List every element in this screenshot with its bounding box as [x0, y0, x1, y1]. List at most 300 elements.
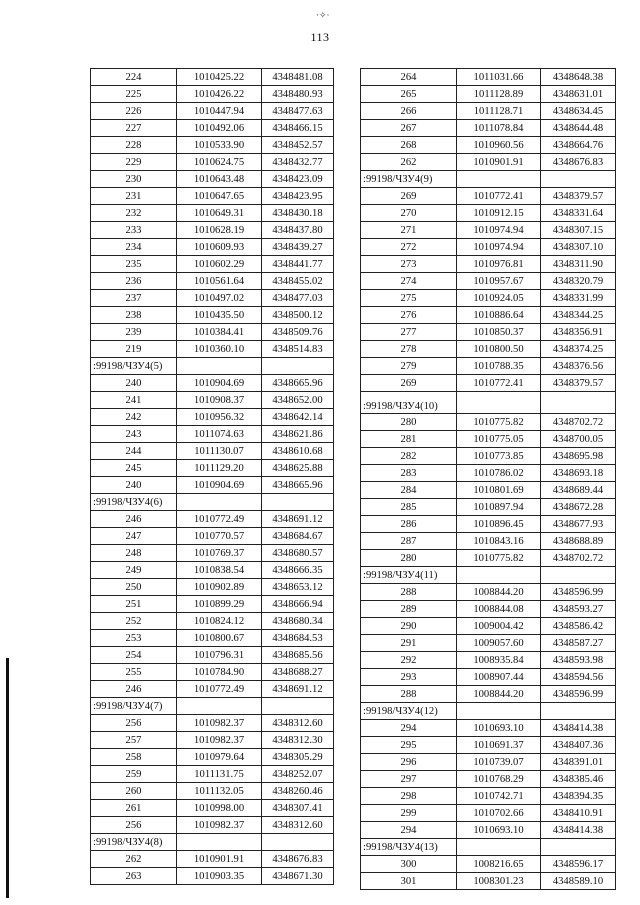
x-coordinate-cell: 1011131.75	[177, 766, 262, 783]
x-coordinate-cell: 1010775.82	[457, 550, 541, 567]
x-coordinate-cell: 1010974.94	[457, 239, 541, 256]
x-coordinate-cell: 1009004.42	[457, 618, 541, 635]
point-number-cell: 283	[361, 465, 457, 482]
table-row	[361, 120, 616, 137]
x-coordinate-cell: 1010982.37	[177, 715, 262, 732]
point-number-cell: 299	[361, 805, 457, 822]
x-coordinate-cell: 1010956.32	[177, 409, 262, 426]
x-coordinate-cell: 1010788.35	[457, 358, 541, 375]
y-coordinate-cell: 4348693.18	[541, 465, 616, 482]
point-number-cell: 269	[361, 375, 457, 392]
page-number: 113	[310, 30, 330, 44]
x-coordinate-cell: 1010702.66	[457, 805, 541, 822]
y-coordinate-cell: 4348596.99	[541, 584, 616, 601]
section-empty-cell	[541, 567, 616, 584]
x-coordinate-cell: 1010886.64	[457, 307, 541, 324]
point-number-cell: 238	[91, 307, 177, 324]
table-row	[91, 69, 334, 86]
y-coordinate-cell: 4348589.10	[541, 873, 616, 890]
x-coordinate-cell: 1008907.44	[457, 669, 541, 686]
point-number-cell: 275	[361, 290, 457, 307]
table-row	[91, 375, 334, 392]
section-row	[91, 358, 334, 375]
y-coordinate-cell: 4348452.57	[262, 137, 334, 154]
table-row	[91, 392, 334, 409]
y-coordinate-cell: 4348432.77	[262, 154, 334, 171]
table-row	[361, 358, 616, 375]
table-row	[361, 69, 616, 86]
x-coordinate-cell: 1011078.84	[457, 120, 541, 137]
y-coordinate-cell: 4348437.80	[262, 222, 334, 239]
point-number-cell: 239	[91, 324, 177, 341]
y-coordinate-cell: 4348702.72	[541, 414, 616, 431]
point-number-cell: 260	[91, 783, 177, 800]
x-coordinate-cell: 1011130.07	[177, 443, 262, 460]
table-row	[361, 256, 616, 273]
y-coordinate-cell: 4348594.56	[541, 669, 616, 686]
table-row	[361, 273, 616, 290]
table-row	[91, 783, 334, 800]
point-number-cell: 278	[361, 341, 457, 358]
margin-bar	[6, 658, 9, 898]
table-row	[91, 205, 334, 222]
x-coordinate-cell: 1010649.31	[177, 205, 262, 222]
y-coordinate-cell: 4348252.07	[262, 766, 334, 783]
section-row	[361, 703, 616, 720]
x-coordinate-cell: 1010609.93	[177, 239, 262, 256]
table-row	[91, 273, 334, 290]
section-empty-cell	[541, 171, 616, 188]
point-number-cell: 240	[91, 375, 177, 392]
x-coordinate-cell: 1008301.23	[457, 873, 541, 890]
y-coordinate-cell: 4348356.91	[541, 324, 616, 341]
point-number-cell: 241	[91, 392, 177, 409]
coordinates-table-left-body	[91, 69, 334, 885]
point-number-cell: 289	[361, 601, 457, 618]
x-coordinate-cell: 1010838.54	[177, 562, 262, 579]
y-coordinate-cell: 4348644.48	[541, 120, 616, 137]
table-row	[361, 137, 616, 154]
y-coordinate-cell: 4348610.68	[262, 443, 334, 460]
y-coordinate-cell: 4348593.27	[541, 601, 616, 618]
x-coordinate-cell: 1010772.49	[177, 511, 262, 528]
point-number-cell: 240	[91, 477, 177, 494]
point-number-cell: 298	[361, 788, 457, 805]
table-row	[361, 584, 616, 601]
point-number-cell: 266	[361, 103, 457, 120]
point-number-cell: 229	[91, 154, 177, 171]
y-coordinate-cell: 4348379.57	[541, 375, 616, 392]
y-coordinate-cell: 4348652.00	[262, 392, 334, 409]
point-number-cell: 274	[361, 273, 457, 290]
point-number-cell: 246	[91, 511, 177, 528]
section-label: :99198/ЧЗУ4(8)	[91, 834, 177, 851]
x-coordinate-cell: 1010426.22	[177, 86, 262, 103]
y-coordinate-cell: 4348379.57	[541, 188, 616, 205]
y-coordinate-cell: 4348596.17	[541, 856, 616, 873]
table-row	[91, 647, 334, 664]
table-row	[361, 652, 616, 669]
x-coordinate-cell: 1010775.82	[457, 414, 541, 431]
table-row	[361, 533, 616, 550]
section-row	[361, 392, 616, 414]
table-row	[91, 460, 334, 477]
point-number-cell: 251	[91, 596, 177, 613]
x-coordinate-cell: 1011128.71	[457, 103, 541, 120]
point-number-cell: 232	[91, 205, 177, 222]
table-row	[91, 715, 334, 732]
table-row	[361, 375, 616, 392]
x-coordinate-cell: 1010801.69	[457, 482, 541, 499]
x-coordinate-cell: 1008935.84	[457, 652, 541, 669]
x-coordinate-cell: 1010912.15	[457, 205, 541, 222]
y-coordinate-cell: 4348702.72	[541, 550, 616, 567]
x-coordinate-cell: 1010435.50	[177, 307, 262, 324]
section-label: :99198/ЧЗУ4(7)	[91, 698, 177, 715]
table-row	[91, 171, 334, 188]
x-coordinate-cell: 1011031.66	[457, 69, 541, 86]
x-coordinate-cell: 1009057.60	[457, 635, 541, 652]
x-coordinate-cell: 1010693.10	[457, 720, 541, 737]
section-empty-cell	[541, 839, 616, 856]
y-coordinate-cell: 4348331.64	[541, 205, 616, 222]
section-label: :99198/ЧЗУ4(12)	[361, 703, 457, 720]
point-number-cell: 288	[361, 686, 457, 703]
table-row	[361, 205, 616, 222]
point-number-cell: 256	[91, 817, 177, 834]
table-row	[91, 120, 334, 137]
y-coordinate-cell: 4348439.27	[262, 239, 334, 256]
x-coordinate-cell: 1008844.20	[457, 686, 541, 703]
point-number-cell: 273	[361, 256, 457, 273]
point-number-cell: 281	[361, 431, 457, 448]
point-number-cell: 287	[361, 533, 457, 550]
y-coordinate-cell: 4348455.02	[262, 273, 334, 290]
x-coordinate-cell: 1010901.91	[177, 851, 262, 868]
table-row	[361, 154, 616, 171]
y-coordinate-cell: 4348665.96	[262, 375, 334, 392]
x-coordinate-cell: 1010561.64	[177, 273, 262, 290]
point-number-cell: 268	[361, 137, 457, 154]
coordinates-table-right-body	[361, 69, 616, 890]
table-row	[361, 86, 616, 103]
point-number-cell: 279	[361, 358, 457, 375]
point-number-cell: 228	[91, 137, 177, 154]
point-number-cell: 234	[91, 239, 177, 256]
table-row	[91, 239, 334, 256]
table-row	[361, 499, 616, 516]
point-number-cell: 295	[361, 737, 457, 754]
x-coordinate-cell: 1010902.89	[177, 579, 262, 596]
x-coordinate-cell: 1011129.20	[177, 460, 262, 477]
section-empty-cell	[262, 494, 334, 511]
point-number-cell: 284	[361, 482, 457, 499]
point-number-cell: 285	[361, 499, 457, 516]
y-coordinate-cell: 4348423.95	[262, 188, 334, 205]
table-row	[361, 448, 616, 465]
table-row	[361, 873, 616, 890]
table-row	[91, 800, 334, 817]
point-number-cell: 249	[91, 562, 177, 579]
point-number-cell: 267	[361, 120, 457, 137]
section-empty-cell	[177, 358, 262, 375]
y-coordinate-cell: 4348509.76	[262, 324, 334, 341]
x-coordinate-cell: 1008216.65	[457, 856, 541, 873]
point-number-cell: 280	[361, 550, 457, 567]
section-row	[361, 567, 616, 584]
point-number-cell: 226	[91, 103, 177, 120]
y-coordinate-cell: 4348680.57	[262, 545, 334, 562]
section-label: :99198/ЧЗУ4(5)	[91, 358, 177, 375]
y-coordinate-cell: 4348500.12	[262, 307, 334, 324]
point-number-cell: 235	[91, 256, 177, 273]
section-label: :99198/ЧЗУ4(6)	[91, 494, 177, 511]
point-number-cell: 286	[361, 516, 457, 533]
x-coordinate-cell: 1010800.67	[177, 630, 262, 647]
point-number-cell: 291	[361, 635, 457, 652]
point-number-cell: 245	[91, 460, 177, 477]
point-number-cell: 297	[361, 771, 457, 788]
point-number-cell: 247	[91, 528, 177, 545]
y-coordinate-cell: 4348407.36	[541, 737, 616, 754]
x-coordinate-cell: 1010901.91	[457, 154, 541, 171]
x-coordinate-cell: 1010425.22	[177, 69, 262, 86]
x-coordinate-cell: 1010533.90	[177, 137, 262, 154]
x-coordinate-cell: 1010768.29	[457, 771, 541, 788]
table-row	[361, 788, 616, 805]
table-row	[91, 443, 334, 460]
x-coordinate-cell: 1010693.10	[457, 822, 541, 839]
x-coordinate-cell: 1010908.37	[177, 392, 262, 409]
point-number-cell: 276	[361, 307, 457, 324]
point-number-cell: 263	[91, 868, 177, 885]
table-row	[91, 511, 334, 528]
table-row	[91, 851, 334, 868]
coordinates-table-right	[360, 68, 616, 890]
y-coordinate-cell: 4348631.01	[541, 86, 616, 103]
x-coordinate-cell: 1010772.41	[457, 375, 541, 392]
table-row	[91, 817, 334, 834]
table-row	[361, 307, 616, 324]
x-coordinate-cell: 1010896.45	[457, 516, 541, 533]
table-row	[91, 766, 334, 783]
point-number-cell: 262	[361, 154, 457, 171]
point-number-cell: 237	[91, 290, 177, 307]
x-coordinate-cell: 1008844.20	[457, 584, 541, 601]
x-coordinate-cell: 1010602.29	[177, 256, 262, 273]
y-coordinate-cell: 4348307.41	[262, 800, 334, 817]
table-row	[361, 635, 616, 652]
section-empty-cell	[541, 703, 616, 720]
point-number-cell: 262	[91, 851, 177, 868]
table-row	[361, 103, 616, 120]
y-coordinate-cell: 4348374.25	[541, 341, 616, 358]
y-coordinate-cell: 4348414.38	[541, 720, 616, 737]
x-coordinate-cell: 1010897.94	[457, 499, 541, 516]
table-row	[91, 732, 334, 749]
x-coordinate-cell: 1010769.37	[177, 545, 262, 562]
section-row	[361, 839, 616, 856]
table-row	[91, 222, 334, 239]
table-row	[361, 222, 616, 239]
y-coordinate-cell: 4348666.94	[262, 596, 334, 613]
x-coordinate-cell: 1010960.56	[457, 137, 541, 154]
x-coordinate-cell: 1010775.05	[457, 431, 541, 448]
table-row	[91, 749, 334, 766]
section-row	[361, 171, 616, 188]
point-number-cell: 253	[91, 630, 177, 647]
y-coordinate-cell: 4348666.35	[262, 562, 334, 579]
section-empty-cell	[457, 703, 541, 720]
point-number-cell: 300	[361, 856, 457, 873]
point-number-cell: 236	[91, 273, 177, 290]
x-coordinate-cell: 1010772.49	[177, 681, 262, 698]
y-coordinate-cell: 4348625.88	[262, 460, 334, 477]
table-row	[91, 596, 334, 613]
x-coordinate-cell: 1010850.37	[457, 324, 541, 341]
y-coordinate-cell: 4348695.98	[541, 448, 616, 465]
point-number-cell: 233	[91, 222, 177, 239]
y-coordinate-cell: 4348514.83	[262, 341, 334, 358]
y-coordinate-cell: 4348441.77	[262, 256, 334, 273]
point-number-cell: 270	[361, 205, 457, 222]
table-row	[361, 516, 616, 533]
x-coordinate-cell: 1010384.41	[177, 324, 262, 341]
x-coordinate-cell: 1010772.41	[457, 188, 541, 205]
x-coordinate-cell: 1010739.07	[457, 754, 541, 771]
table-row	[91, 426, 334, 443]
table-row	[361, 720, 616, 737]
x-coordinate-cell: 1011132.05	[177, 783, 262, 800]
section-empty-cell	[262, 834, 334, 851]
point-number-cell: 256	[91, 715, 177, 732]
point-number-cell: 294	[361, 822, 457, 839]
y-coordinate-cell: 4348430.18	[262, 205, 334, 222]
table-row	[361, 686, 616, 703]
point-number-cell: 246	[91, 681, 177, 698]
x-coordinate-cell: 1010843.16	[457, 533, 541, 550]
y-coordinate-cell: 4348587.27	[541, 635, 616, 652]
y-coordinate-cell: 4348648.38	[541, 69, 616, 86]
y-coordinate-cell: 4348311.90	[541, 256, 616, 273]
x-coordinate-cell: 1010360.10	[177, 341, 262, 358]
y-coordinate-cell: 4348320.79	[541, 273, 616, 290]
x-coordinate-cell: 1011074.63	[177, 426, 262, 443]
table-row	[91, 579, 334, 596]
table-row	[361, 290, 616, 307]
section-empty-cell	[541, 392, 616, 414]
table-row	[91, 545, 334, 562]
y-coordinate-cell: 4348676.83	[541, 154, 616, 171]
x-coordinate-cell: 1010497.02	[177, 290, 262, 307]
point-number-cell: 257	[91, 732, 177, 749]
point-number-cell: 248	[91, 545, 177, 562]
point-number-cell: 230	[91, 171, 177, 188]
y-coordinate-cell: 4348680.34	[262, 613, 334, 630]
section-empty-cell	[457, 839, 541, 856]
point-number-cell: 244	[91, 443, 177, 460]
x-coordinate-cell: 1011128.89	[457, 86, 541, 103]
y-coordinate-cell: 4348385.46	[541, 771, 616, 788]
point-number-cell: 255	[91, 664, 177, 681]
y-coordinate-cell: 4348593.98	[541, 652, 616, 669]
x-coordinate-cell: 1010904.69	[177, 375, 262, 392]
x-coordinate-cell: 1010998.00	[177, 800, 262, 817]
table-row	[91, 613, 334, 630]
table-row	[361, 341, 616, 358]
table-row	[91, 256, 334, 273]
x-coordinate-cell: 1010982.37	[177, 732, 262, 749]
x-coordinate-cell: 1010784.90	[177, 664, 262, 681]
point-number-cell: 282	[361, 448, 457, 465]
point-number-cell: 264	[361, 69, 457, 86]
point-number-cell: 292	[361, 652, 457, 669]
table-row	[361, 188, 616, 205]
y-coordinate-cell: 4348621.86	[262, 426, 334, 443]
table-row	[91, 681, 334, 698]
x-coordinate-cell: 1008844.08	[457, 601, 541, 618]
section-row	[91, 494, 334, 511]
y-coordinate-cell: 4348672.28	[541, 499, 616, 516]
table-row	[91, 103, 334, 120]
point-number-cell: 258	[91, 749, 177, 766]
coordinates-table-left	[90, 68, 334, 885]
section-empty-cell	[262, 358, 334, 375]
y-coordinate-cell: 4348414.38	[541, 822, 616, 839]
y-coordinate-cell: 4348376.56	[541, 358, 616, 375]
x-coordinate-cell: 1010800.50	[457, 341, 541, 358]
y-coordinate-cell: 4348664.76	[541, 137, 616, 154]
point-number-cell: 290	[361, 618, 457, 635]
table-row	[361, 856, 616, 873]
y-coordinate-cell: 4348653.12	[262, 579, 334, 596]
y-coordinate-cell: 4348466.15	[262, 120, 334, 137]
y-coordinate-cell: 4348691.12	[262, 511, 334, 528]
y-coordinate-cell: 4348677.93	[541, 516, 616, 533]
section-empty-cell	[457, 392, 541, 414]
point-number-cell: 293	[361, 669, 457, 686]
y-coordinate-cell: 4348480.93	[262, 86, 334, 103]
table-row	[361, 771, 616, 788]
section-label: :99198/ЧЗУ4(11)	[361, 567, 457, 584]
x-coordinate-cell: 1010796.31	[177, 647, 262, 664]
point-number-cell: 242	[91, 409, 177, 426]
x-coordinate-cell: 1010742.71	[457, 788, 541, 805]
point-number-cell: 301	[361, 873, 457, 890]
table-row	[361, 414, 616, 431]
y-coordinate-cell: 4348307.10	[541, 239, 616, 256]
point-number-cell: 271	[361, 222, 457, 239]
x-coordinate-cell: 1010691.37	[457, 737, 541, 754]
y-coordinate-cell: 4348688.27	[262, 664, 334, 681]
y-coordinate-cell: 4348307.15	[541, 222, 616, 239]
y-coordinate-cell: 4348586.42	[541, 618, 616, 635]
table-row	[91, 868, 334, 885]
x-coordinate-cell: 1010770.57	[177, 528, 262, 545]
table-row	[91, 290, 334, 307]
y-coordinate-cell: 4348260.46	[262, 783, 334, 800]
y-coordinate-cell: 4348634.45	[541, 103, 616, 120]
section-empty-cell	[457, 567, 541, 584]
point-number-cell: 252	[91, 613, 177, 630]
y-coordinate-cell: 4348477.63	[262, 103, 334, 120]
table-row	[361, 669, 616, 686]
point-number-cell: 225	[91, 86, 177, 103]
table-row	[361, 324, 616, 341]
y-coordinate-cell: 4348684.53	[262, 630, 334, 647]
y-coordinate-cell: 4348671.30	[262, 868, 334, 885]
table-row	[91, 341, 334, 358]
